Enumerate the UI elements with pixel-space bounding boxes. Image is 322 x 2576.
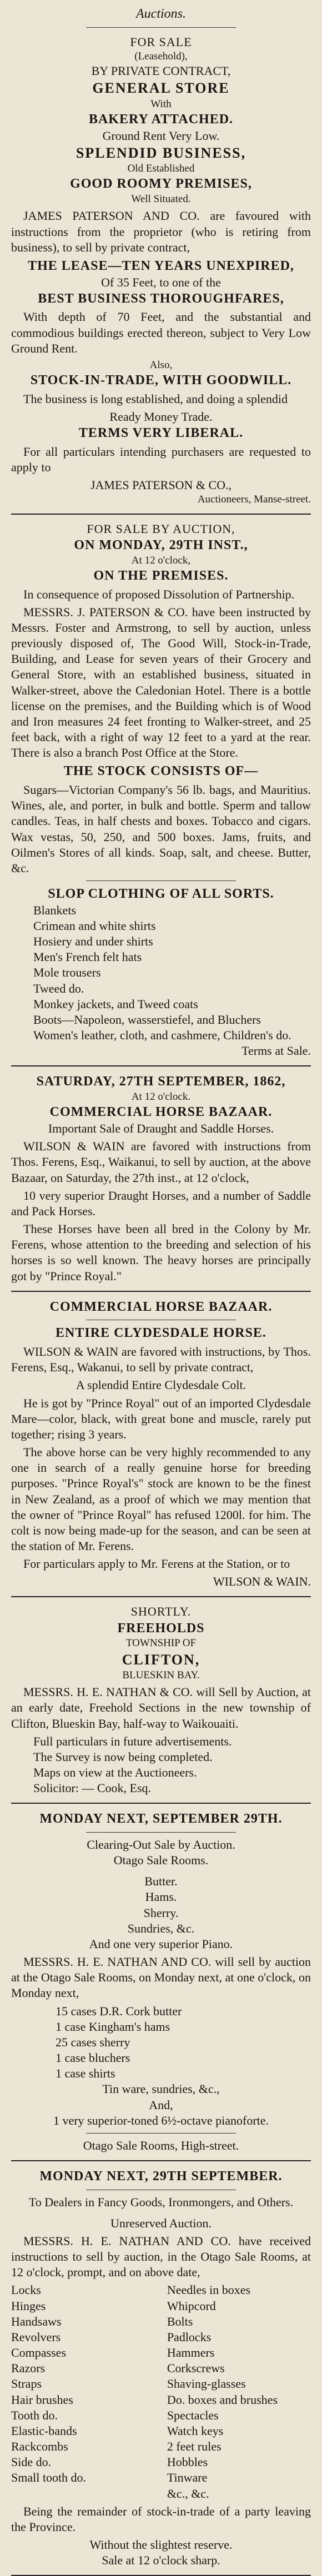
business-paragraph: The business is long established, and doing a splendid bbox=[23, 391, 288, 406]
signature: WILSON & WAIN. bbox=[213, 1574, 311, 1589]
lease-heading: THE LEASE—TEN YEARS UNEXPIRED, bbox=[28, 258, 294, 273]
stock-list: Sugars—Victorian Company's 56 lb. bags, and Mauritius. Wines, ale, and porter, in bulk and bottle. Sperm and tallow candles. Teas, in half chests and boxes. Tobacco and cigars. Wax vestas, 50, 250, and 500 boxes. Jams, fruits, and Oilmen's Stores of all kinds. Soap, salt, and cheese. Butter, &c. bbox=[11, 783, 311, 875]
for-sale-heading: FOR SALE bbox=[130, 34, 192, 49]
list-item: Men's French felt hats bbox=[33, 950, 142, 964]
item-piano: And one very superior Piano. bbox=[89, 1936, 233, 1951]
time-line: At 12 o'clock. bbox=[131, 1091, 191, 1103]
sale-list bbox=[11, 2004, 311, 2082]
date-heading: MONDAY NEXT, 29TH SEPTEMBER. bbox=[39, 2169, 283, 2183]
survey-line: The Survey is now being completed. bbox=[33, 1749, 213, 1764]
goods-list bbox=[11, 2282, 311, 2501]
signature: JAMES PATERSON & CO., bbox=[90, 478, 232, 492]
clifton-heading: CLIFTON, bbox=[122, 1651, 200, 1668]
auction-heading: FOR SALE BY AUCTION, bbox=[87, 521, 235, 536]
list-item: Whipcord bbox=[167, 2298, 216, 2313]
of-35-feet-line: Of 35 Feet, to one of the bbox=[101, 275, 221, 289]
list-item: 2 feet rules bbox=[167, 2439, 222, 2454]
depth-paragraph: With depth of 70 Feet, and the substantial and commodious buildings erected thereon, subject to Very Low Ground Rent. bbox=[11, 310, 311, 355]
well-situated-line: Well Situated. bbox=[131, 193, 191, 205]
stock-consists-heading: THE STOCK CONSISTS OF— bbox=[63, 764, 259, 779]
advert-clearing-out-sale bbox=[11, 1810, 311, 2154]
colt-line: A splendid Entire Clydesdale Colt. bbox=[76, 1378, 246, 1392]
unreserved-line: Unreserved Auction. bbox=[110, 2216, 212, 2230]
sale-time-line: Sale at 12 o'clock sharp. bbox=[102, 2553, 220, 2568]
list-item: Handsaws bbox=[11, 2314, 62, 2328]
goods-column-left bbox=[11, 2282, 155, 2501]
rooms-line: Otago Sale Rooms. bbox=[113, 1853, 209, 1868]
freeholds-heading: FREEHOLDS bbox=[117, 1621, 205, 1636]
list-item: Elastic-bands bbox=[11, 2423, 77, 2438]
list-item: Tinware bbox=[167, 2471, 208, 2485]
list-item: Razors bbox=[11, 2361, 46, 2376]
private-contract-line: BY PRIVATE CONTRACT, bbox=[91, 64, 231, 78]
good-roomy-heading: GOOD ROOMY PREMISES, bbox=[70, 177, 252, 192]
premises-heading: ON THE PREMISES. bbox=[93, 568, 229, 583]
item-butter: Butter. bbox=[144, 1874, 178, 1889]
time-line: At 12 o'clock, bbox=[131, 554, 191, 566]
advert-general-store bbox=[11, 34, 311, 507]
leasehold-note: (Leasehold), bbox=[134, 50, 188, 62]
solicitor-line: Solicitor: — Cook, Esq. bbox=[33, 1781, 152, 1795]
also-line: Also, bbox=[149, 359, 173, 371]
list-item: Straps bbox=[11, 2377, 42, 2391]
list-item: Boots—Napoleon, wasserstiefel, and Bluchers bbox=[33, 1012, 261, 1027]
wilson-wain-paragraph: WILSON & WAIN are favored with instructions, by Thos. Ferens, Esq., Wakanui, to sell by private contract, bbox=[11, 1345, 311, 1375]
divider bbox=[11, 2160, 311, 2161]
list-item: Crimean and white shirts bbox=[33, 918, 156, 933]
township-line: TOWNSHIP OF bbox=[125, 1637, 197, 1649]
divider bbox=[86, 2133, 236, 2134]
ferens-paragraph: These Horses have been all bred in the Colony by Mr. Ferens, whose attention to the breeding and selection of his horses is so well known. The heavy horses are principally got by "Prince Royal." bbox=[11, 1222, 311, 1283]
list-item: 1 case bluchers bbox=[56, 2051, 130, 2065]
list-item: Hammers bbox=[167, 2346, 215, 2360]
list-item: Tweed do. bbox=[33, 981, 84, 995]
particulars-line: For particulars apply to Mr. Ferens at the Station, or to bbox=[23, 1557, 290, 1571]
section-title: Auctions. bbox=[136, 7, 186, 21]
bazaar-heading: COMMERCIAL HORSE BAZAAR. bbox=[49, 1105, 273, 1120]
shortly-heading: SHORTLY. bbox=[130, 1604, 192, 1619]
list-item: Revolvers bbox=[11, 2330, 61, 2344]
list-item: Tooth do. bbox=[11, 2408, 58, 2422]
list-item: Mole trousers bbox=[33, 965, 101, 980]
list-item: Hinges bbox=[11, 2298, 46, 2313]
item-sundries: Sundries, &c. bbox=[127, 1921, 195, 1935]
list-item: Locks bbox=[11, 2283, 41, 2297]
list-item: 1 case Kingham's hams bbox=[56, 2019, 170, 2034]
list-item: &c., &c. bbox=[167, 2486, 209, 2500]
item-sherry: Sherry. bbox=[143, 1905, 179, 1920]
list-item: 1 case shirts bbox=[56, 2066, 115, 2081]
nathan-paragraph: MESSRS. H. E. NATHAN AND CO. will sell by auction at the Otago Sale Rooms, on Monday next, at one o'clock, on Monday next, bbox=[11, 1955, 311, 2000]
stock-goodwill-heading: STOCK-IN-TRADE, WITH GOODWILL. bbox=[30, 373, 292, 388]
goods-column-right bbox=[167, 2282, 311, 2501]
without-reserve-line: Without the slightest reserve. bbox=[89, 2537, 233, 2552]
horses-line: 10 very superior Draught Horses, and a number of Saddle and Pack Horses. bbox=[11, 1188, 311, 1218]
paterson-paragraph: JAMES PATERSON AND CO. are favoured with instructions from the proprietor (who is retiring from business), to sell by private contract, bbox=[11, 209, 311, 254]
divider bbox=[86, 27, 236, 28]
list-item: Corkscrews bbox=[167, 2361, 225, 2376]
advert-fancy-goods bbox=[11, 2168, 311, 2568]
old-established-line: Old Established bbox=[127, 163, 195, 175]
terms-line: Terms at Sale. bbox=[242, 1044, 311, 1058]
ground-rent-line: Ground Rent Very Low. bbox=[102, 128, 220, 143]
list-item: Spectacles bbox=[167, 2408, 219, 2422]
date-heading: MONDAY NEXT, SEPTEMBER 29TH. bbox=[39, 1812, 283, 1827]
advert-clifton-freeholds bbox=[11, 1604, 311, 1796]
list-item: Bolts bbox=[167, 2314, 193, 2328]
general-store-heading: GENERAL STORE bbox=[92, 80, 230, 97]
particulars-line: Full particulars in future advertisements. bbox=[33, 1734, 232, 1748]
bazaar-heading: COMMERCIAL HORSE BAZAAR. bbox=[49, 1299, 273, 1314]
thoroughfares-heading: BEST BUSINESS THOROUGHFARES, bbox=[38, 291, 284, 306]
and-line: And, bbox=[149, 2097, 173, 2112]
list-item: Padlocks bbox=[167, 2330, 212, 2344]
maps-line: Maps on view at the Auctioneers. bbox=[33, 1765, 197, 1779]
date-heading: ON MONDAY, 29TH INST., bbox=[74, 537, 248, 552]
item-hams: Hams. bbox=[145, 1890, 177, 1904]
entire-horse-heading: ENTIRE CLYDESDALE HORSE. bbox=[56, 1326, 266, 1341]
slop-list bbox=[11, 903, 311, 1043]
divider bbox=[11, 514, 311, 515]
list-item: Compasses bbox=[11, 2346, 66, 2360]
advert-walker-street-store bbox=[11, 521, 311, 1059]
divider bbox=[86, 1832, 236, 1833]
list-item: Women's leather, cloth, and cashmere, Children's do. bbox=[33, 1028, 291, 1043]
wilson-wain-paragraph: WILSON & WAIN are favored with instructions from Thos. Ferens, Esq., Waikanui, to sell by auction, at the above Bazaar, on Saturday, the 27th inst., at 12 o'clock, bbox=[11, 1139, 311, 1185]
list-item: Hosiery and under shirts bbox=[33, 934, 153, 949]
rooms-address: Otago Sale Rooms, High-street. bbox=[83, 2138, 239, 2152]
list-item: Rackcombs bbox=[11, 2439, 68, 2454]
list-item: Hobbles bbox=[167, 2455, 208, 2469]
list-item: Monkey jackets, and Tweed coats bbox=[33, 997, 198, 1011]
list-item: Watch keys bbox=[167, 2423, 224, 2438]
list-item: 25 cases sherry bbox=[56, 2035, 130, 2049]
divider bbox=[11, 1291, 311, 1292]
list-item: Small tooth do. bbox=[11, 2471, 87, 2485]
list-item: Shaving-glasses bbox=[167, 2377, 246, 2391]
list-item: Needles in boxes bbox=[167, 2283, 251, 2297]
piano-line: 1 very superior-toned 6½-octave pianoforte. bbox=[53, 2113, 269, 2127]
ready-money-line: Ready Money Trade. bbox=[109, 410, 213, 424]
list-item: Hair brushes bbox=[11, 2392, 73, 2407]
clearing-line: Clearing-Out Sale by Auction. bbox=[87, 1838, 235, 1852]
nathan-paragraph: MESSRS. H. E. NATHAN AND CO. have received instructions to sell by auction, in the Otago Sale Rooms, at 12 o'clock, prompt, and on above date, bbox=[11, 2234, 311, 2280]
foster-armstrong-paragraph: MESSRS. J. PATERSON & CO. have been instructed by Messrs. Foster and Armstrong, to sell by auction, unless previously disposed of, The Good Will, Stock-in-Trade, Building, and Lease for seven years of their Grocery and General Store, with an established business, situated in Walker-street, above the Caledonian Hotel. There is a bottle license on the premises, and the Building which is of Wood and Iron measures 24 feet fronting to Walker-street, and 25 feet back, with a right of way 12 feet to a yard at the rear. There is also a branch Post Office at the Store. bbox=[11, 605, 311, 760]
list-item: Do. boxes and brushes bbox=[167, 2392, 278, 2407]
remainder-line: Being the remainder of stock-in-trade of a party leaving the Province. bbox=[11, 2504, 311, 2534]
divider bbox=[11, 1065, 311, 1066]
important-sale-line: Important Sale of Draught and Saddle Horses. bbox=[48, 1121, 274, 1136]
date-heading: SATURDAY, 27TH SEPTEMBER, 1862, bbox=[36, 1074, 286, 1089]
bay-line: BLUESKIN BAY. bbox=[122, 1669, 200, 1681]
list-item: 15 cases D.R. Cork butter bbox=[56, 2004, 182, 2018]
particulars-paragraph: For all particulars intending purchasers are requested to apply to bbox=[11, 445, 311, 475]
nathan-paragraph: MESSRS. H. E. NATHAN & CO. will Sell by Auction, at an early date, Freehold Sections in the new township of Clifton, Blueskin Bay, half-way to Waikouaiti. bbox=[11, 1685, 311, 1730]
newspaper-column bbox=[11, 0, 311, 2576]
divider bbox=[11, 1596, 311, 1597]
tinware-line: Tin ware, sundries, &c., bbox=[102, 2082, 220, 2096]
signature-address: Auctioneers, Manse-street. bbox=[197, 494, 311, 506]
prince-royal-paragraph: He is got by "Prince Royal" out of an imported Clydesdale Mare—color, black, with great bone and muscle, rarely put together; rising 3 years. bbox=[11, 1396, 311, 1441]
splendid-business-heading: SPLENDID BUSINESS, bbox=[76, 144, 246, 161]
with-line: With bbox=[150, 98, 172, 110]
advert-horse-sale bbox=[11, 1073, 311, 1284]
bakery-heading: BAKERY ATTACHED. bbox=[88, 112, 234, 127]
list-item: Side do. bbox=[11, 2455, 52, 2469]
slop-clothing-heading: SLOP CLOTHING OF ALL SORTS. bbox=[48, 887, 274, 902]
divider bbox=[11, 1803, 311, 1804]
recommendation-paragraph: The above horse can be very highly recommended to any one in search of a really genuine horse for breeding purposes. "Prince Royal's" stock are known to be the finest in New Zealand, as a proof of which we may mention that the owner of "Prince Royal" has refused 1200l. for him. The colt is now being made-up for the season, and can be seen at the station of Mr. Ferens. bbox=[11, 1445, 311, 1553]
terms-heading: TERMS VERY LIBERAL. bbox=[78, 426, 244, 441]
list-item: Blankets bbox=[33, 903, 76, 917]
consequence-line: In consequence of proposed Dissolution of Partnership. bbox=[23, 587, 295, 601]
advert-clydesdale bbox=[11, 1299, 311, 1590]
dealers-line: To Dealers in Fancy Goods, Ironmongers, and Others. bbox=[28, 2195, 294, 2209]
